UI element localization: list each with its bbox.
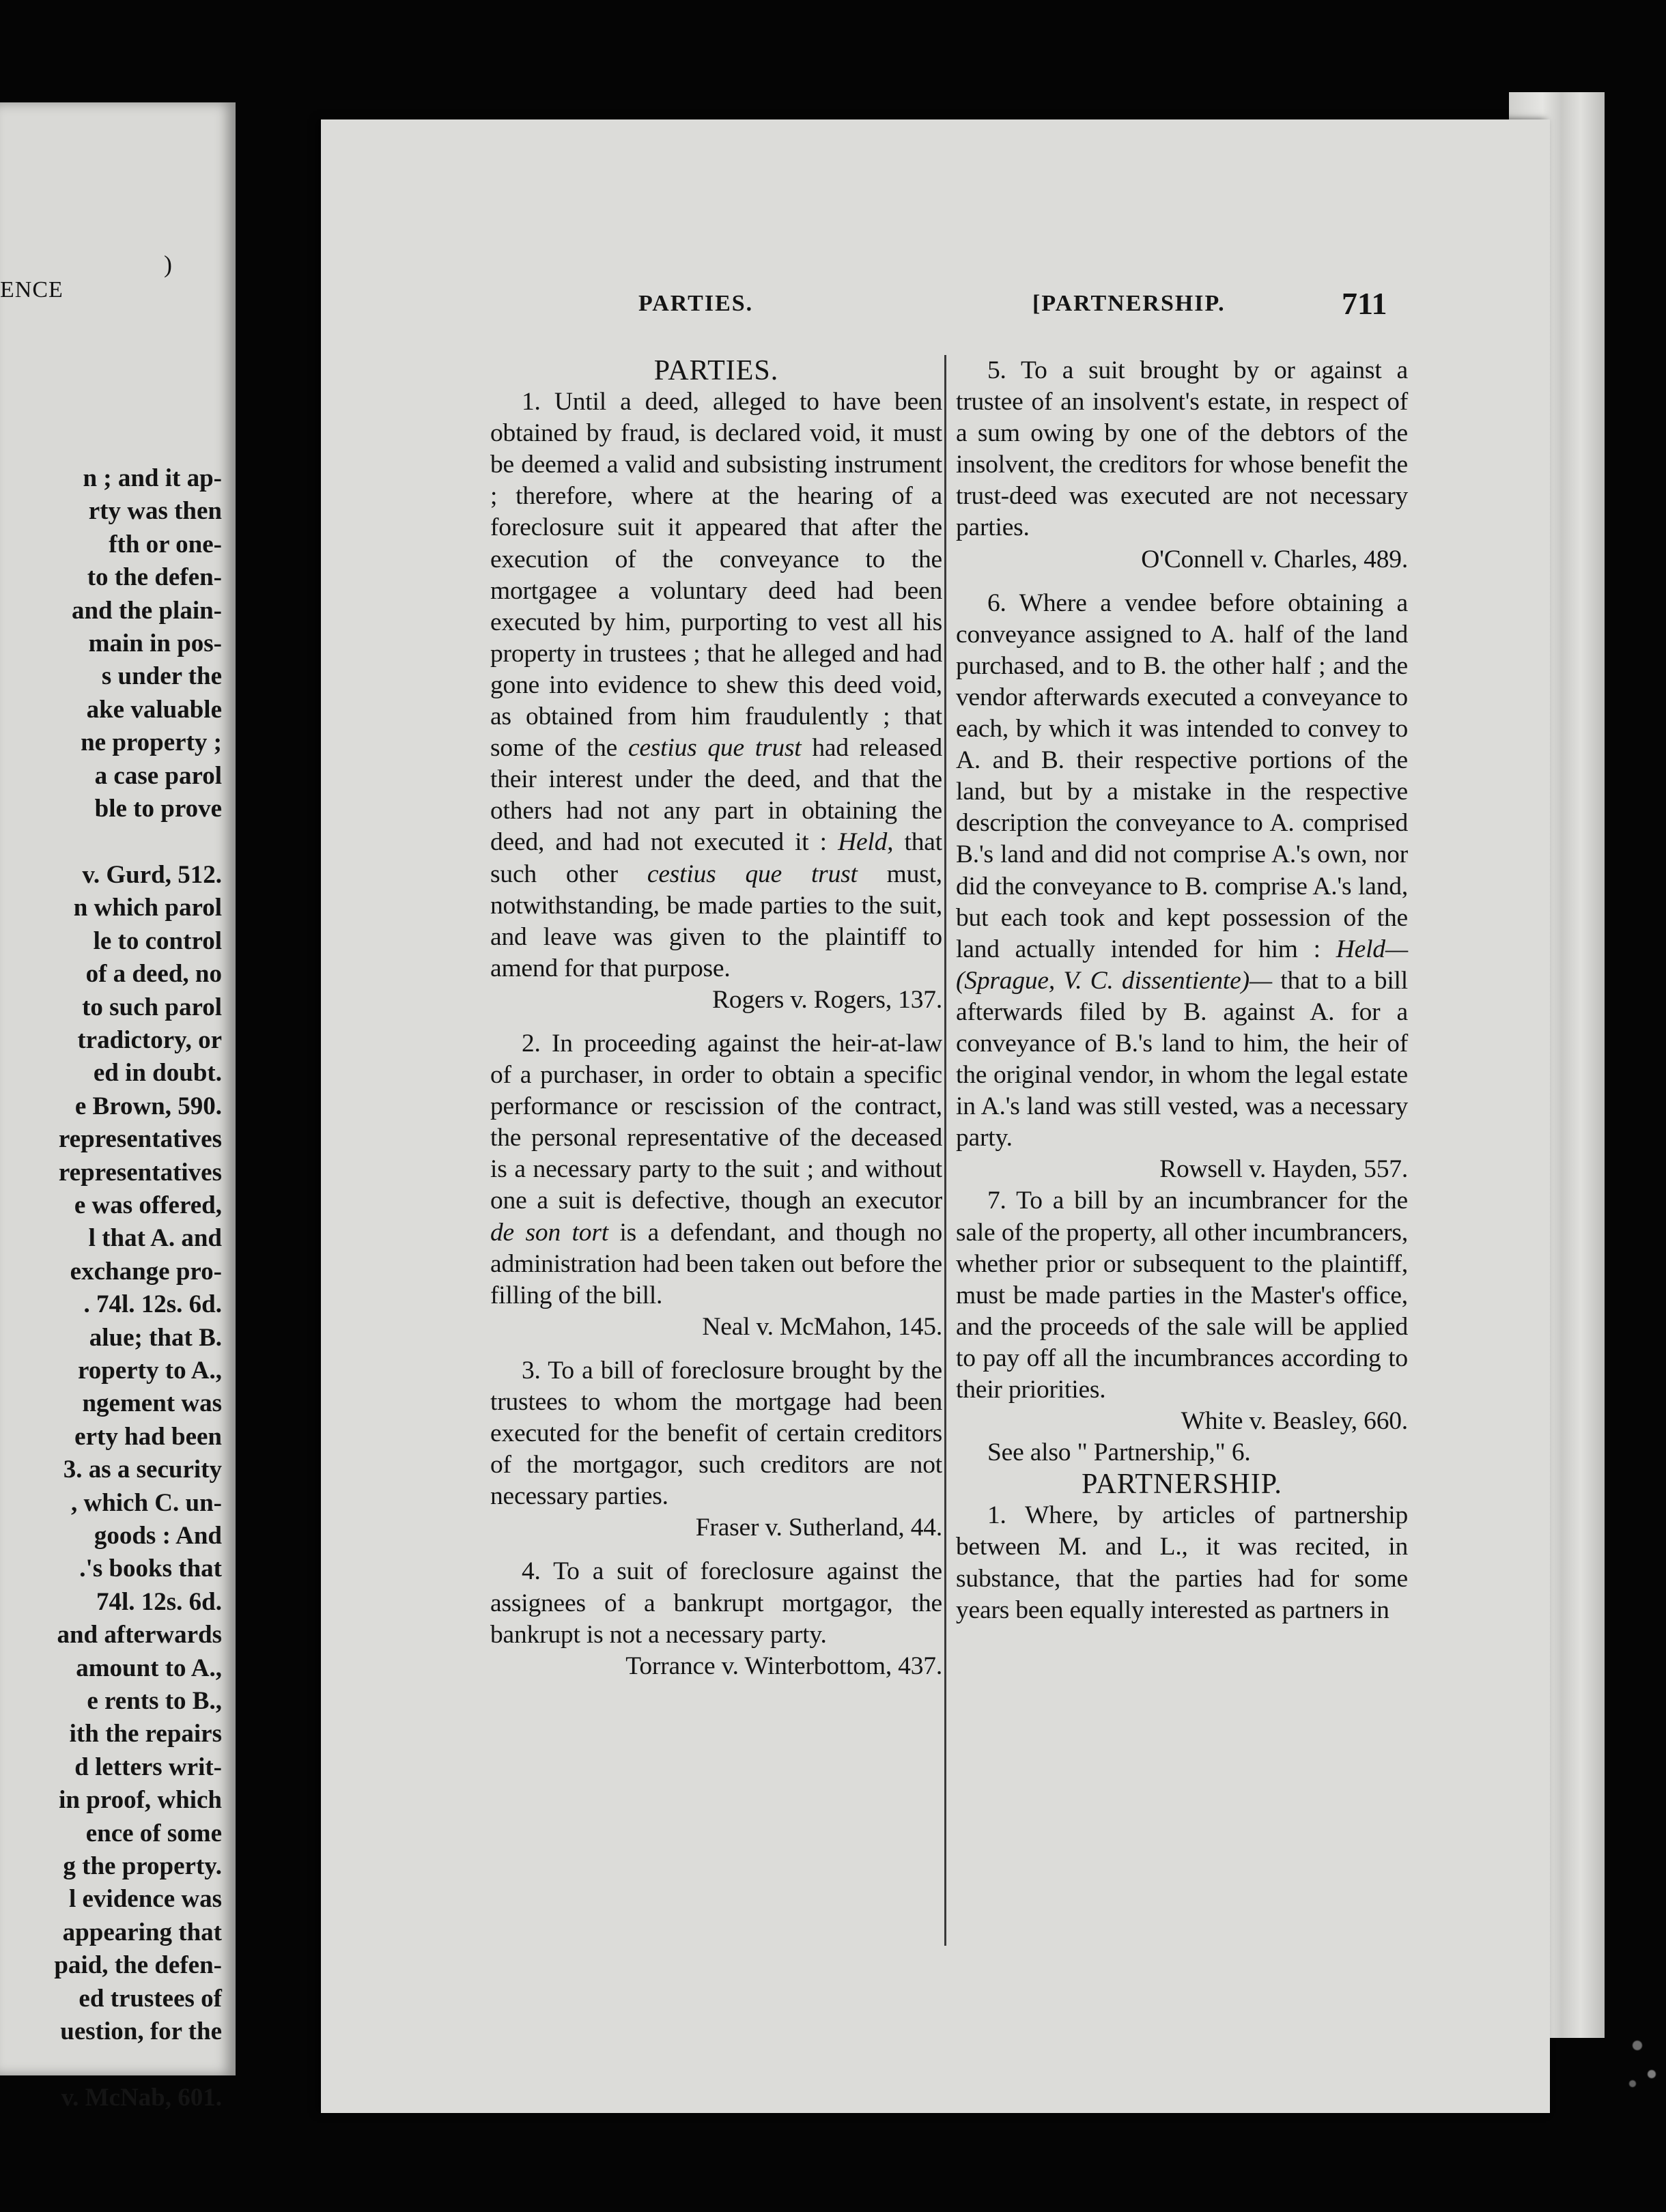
left-page-line: of a deed, no xyxy=(85,960,222,989)
case-citation-1: Rogers v. Rogers, 137. xyxy=(712,985,942,1014)
left-page-line: ake valuable xyxy=(86,695,222,724)
left-page-text xyxy=(0,462,222,2114)
right-column xyxy=(956,355,1408,1626)
left-page-line: l evidence was xyxy=(68,1885,222,1914)
left-page-line: goods : And xyxy=(94,1522,222,1550)
case-citation-7: White v. Beasley, 660. xyxy=(1181,1407,1408,1436)
left-page-line: erty had been xyxy=(74,1422,222,1451)
entry-6: 6. Where a vendee before obtaining a conveyance assigned to A. half of the land purchased, and to B. the other half ; and the vendor afterwards executed a conveyance to each, by which it was intended to convey to A. and B. their respective portions of the land, but by a mistake in the respective description the conveyance to A. comprised B.'s land and did not comprise A.'s own, nor did the conveyance to B. comprise A.'s land, but each took and kept possession of the land actually intended for him : Held—(Sprague, V. C. dissentiente)— that to a bill afterwards filed by B. against A. for a conveyance of B.'s land to him, the heir of the original vendor, in whom the legal estate in A.'s land was still vested, was a necessary party. xyxy=(956,589,1408,1152)
left-page-line: d letters writ- xyxy=(74,1753,222,1781)
case-citation-3: Fraser v. Sutherland, 44. xyxy=(695,1514,942,1542)
left-page-line: . 74l. 12s. 6d. xyxy=(83,1290,222,1319)
left-page-line: e rents to B., xyxy=(87,1687,222,1716)
left-page-line: v. McNab, 601. xyxy=(61,2083,222,2112)
left-page-line: paid, the defen- xyxy=(54,1951,222,1980)
left-page-line: e was offered, xyxy=(74,1191,222,1219)
case-citation-6: Rowsell v. Hayden, 557. xyxy=(1159,1155,1408,1184)
left-page-line: 74l. 12s. 6d. xyxy=(96,1587,222,1616)
left-page-line: l that A. and xyxy=(88,1224,222,1253)
section-heading-partnership: PARTNERSHIP. xyxy=(1082,1469,1282,1501)
left-running-head: ENCE xyxy=(0,277,63,302)
entry-3: 3. To a bill of foreclosure brought by the trustees to whom the mortgage had been executed for the benefit of certain creditors of the mortgagor, such creditors are not necessary parties. xyxy=(490,1356,942,1511)
entry-1: 1. Until a deed, alleged to have been obtained by fraud, is declared void, it must be deemed a valid and subsisting instrument ; therefore, where at the hearing of a foreclosure suit it appeared that after the execution of the conveyance to the mortgagee a voluntary deed had been executed by him, purporting to vest all his property in trustees ; that he alleged and had gone into evidence to shew this deed void, as obtained from him fraudulently ; that some of the cestius que trust had released their interest under the deed, and that the others had not any part in obtaining the deed, and had not executed it : Held, that such other cestius que trust must, notwithstanding, be made parties to the suit, and leave was given to the plaintiff to amend for that purpose. xyxy=(490,388,942,982)
left-page-line: fth or one- xyxy=(109,530,222,558)
left-page-line: representatives xyxy=(58,1158,222,1187)
left-column xyxy=(490,355,942,1682)
left-page-line xyxy=(0,2049,222,2082)
case-citation-5: O'Connell v. Charles, 489. xyxy=(1141,545,1408,573)
left-page-line: n ; and it ap- xyxy=(83,464,222,492)
running-head-left: PARTIES. xyxy=(638,291,754,316)
left-page-line: exchange pro- xyxy=(70,1257,222,1286)
left-page-line: appearing that xyxy=(62,1918,222,1946)
left-page-line: ngement was xyxy=(82,1389,222,1418)
left-page-line: alue; that B. xyxy=(89,1323,222,1352)
left-page-line: a case parol xyxy=(94,761,222,790)
left-page-line: s under the xyxy=(101,662,222,691)
left-page-line: roperty to A., xyxy=(78,1356,222,1385)
see-also-reference: See also " Partnership," 6. xyxy=(987,1438,1251,1467)
left-page-line: g the property. xyxy=(63,1852,222,1881)
column-divider xyxy=(944,355,946,1946)
running-head xyxy=(321,285,1413,326)
left-page-line: e Brown, 590. xyxy=(74,1092,222,1120)
page-number: 711 xyxy=(1342,286,1387,321)
left-page-line: and afterwards xyxy=(57,1621,222,1649)
left-page-line: to such parol xyxy=(82,993,222,1021)
left-page-line: ed trustees of xyxy=(79,1984,222,2013)
left-page-line: ble to prove xyxy=(94,795,222,823)
left-page-line: ed in doubt. xyxy=(93,1059,222,1088)
running-head-right: [PARTNERSHIP. xyxy=(1032,291,1226,316)
left-page-mark: ) xyxy=(164,251,172,278)
left-page-line: amount to A., xyxy=(76,1654,222,1682)
left-page-line: rty was then xyxy=(88,497,222,526)
entry-4: 4. To a suit of foreclosure against the assignees of a bankrupt mortgagor, the bankrupt is not a necessary party. xyxy=(490,1557,942,1649)
entry-7: 7. To a bill by an incumbrancer for the sale of the property, all other incumbrancers, whether prior or subsequent to the plaintiff, must be made parties in the Master's office, and the proceeds of the sale will be applied to pay off all the incumbrances according to their priorities. xyxy=(956,1187,1408,1404)
entry-2: 2. In proceeding against the heir-at-law of a purchaser, in order to obtain a specific performance or rescission of the contract, the personal representative of the deceased is a necessary party to the suit ; and without one a suit is defective, though an executor de son tort is a defendant, and though no administration had been taken out before the filling of the bill. xyxy=(490,1029,942,1309)
left-page-line: le to control xyxy=(93,926,222,955)
left-page-line: representatives xyxy=(58,1125,222,1154)
previous-page-fragment xyxy=(0,102,236,2112)
left-page-line: ith the repairs xyxy=(69,1720,222,1748)
left-page-line: uestion, for the xyxy=(60,2017,222,2046)
left-page-line: , which C. un- xyxy=(70,1488,222,1517)
left-page-line: ence of some xyxy=(85,1819,222,1847)
left-page-line: ne property ; xyxy=(81,728,222,757)
left-page-line xyxy=(0,825,222,858)
left-page-line: in proof, which xyxy=(59,1786,222,1815)
left-page-line: v. Gurd, 512. xyxy=(82,860,222,889)
left-page-line: .'s books that xyxy=(79,1555,222,1583)
left-page-line: main in pos- xyxy=(88,629,222,658)
left-page-line: n which parol xyxy=(73,894,222,922)
case-citation-2: Neal v. McMahon, 145. xyxy=(702,1312,942,1341)
left-page-line: to the defen- xyxy=(87,563,222,592)
case-citation-4: Torrance v. Winterbottom, 437. xyxy=(625,1651,942,1680)
entry-5: 5. To a suit brought by or against a trustee of an insolvent's estate, in respect of a sum owing by one of the debtors of the insolvent, the creditors for whose benefit the trust-deed was executed are not necessary parties. xyxy=(956,356,1408,542)
left-page-line: tradictory, or xyxy=(77,1025,222,1054)
partnership-entry-1: 1. Where, by articles of partnership between M. and L., it was recited, in substance, that the parties had for some years been equally interested as partners in xyxy=(956,1501,1408,1624)
section-heading-parties: PARTIES. xyxy=(653,355,779,386)
page-stain xyxy=(1618,2007,1666,2103)
left-page-line: 3. as a security xyxy=(63,1456,222,1484)
left-page-line: and the plain- xyxy=(71,596,222,625)
